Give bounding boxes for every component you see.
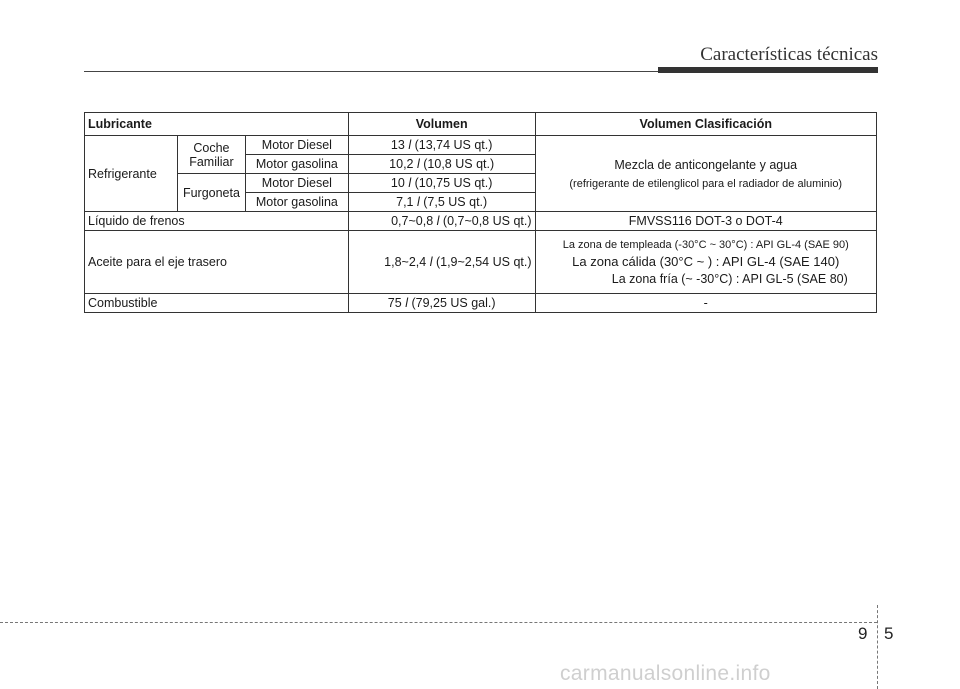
header-rule-thin bbox=[84, 71, 660, 72]
volume-cell bbox=[348, 136, 535, 155]
coolant-classification bbox=[535, 136, 876, 212]
furgoneta-label: Furgoneta bbox=[177, 174, 245, 212]
volume-cell bbox=[348, 212, 535, 231]
table-header-row bbox=[85, 113, 877, 136]
rear-axle-classification bbox=[535, 231, 876, 294]
volume-us: (10,75 US qt.) bbox=[414, 176, 493, 190]
table-row bbox=[85, 212, 877, 231]
volume-us: (0,7~0,8 US qt.) bbox=[442, 214, 532, 228]
volume-us: (79,25 US gal.) bbox=[411, 296, 496, 310]
volume-value: 0,7~0,8 bbox=[391, 214, 434, 228]
liter-unit: l bbox=[405, 296, 408, 310]
volume-cell bbox=[348, 174, 535, 193]
watermark-text: carmanualsonline.info bbox=[560, 662, 771, 685]
page-header-title: Características técnicas bbox=[700, 44, 878, 65]
table-row bbox=[85, 294, 877, 313]
header-volume: Volumen bbox=[348, 113, 535, 136]
engine-diesel: Motor Diesel bbox=[245, 136, 348, 155]
coolant-label: Refrigerante bbox=[85, 136, 178, 212]
coche-label: Coche bbox=[193, 140, 230, 155]
rear-axle-class-line1: La zona de templeada (-30°C ~ 30°C) : API GL-4 (SAE 90) bbox=[562, 238, 849, 251]
volume-us: (1,9~2,54 US qt.) bbox=[435, 255, 532, 269]
liter-unit: l bbox=[429, 255, 433, 269]
liter-unit: l bbox=[408, 176, 412, 190]
engine-gasoline: Motor gasolina bbox=[245, 193, 348, 212]
fuel-classification: - bbox=[535, 294, 876, 313]
header-classification: Volumen Clasificación bbox=[535, 113, 876, 136]
volume-value: 75 bbox=[387, 296, 402, 310]
footer-divider bbox=[877, 605, 878, 689]
engine-gasoline: Motor gasolina bbox=[245, 155, 348, 174]
volume-us: (7,5 US qt.) bbox=[423, 195, 488, 209]
volume-us: (10,8 US qt.) bbox=[423, 157, 495, 171]
header-rule-thick bbox=[658, 67, 878, 73]
engine-diesel: Motor Diesel bbox=[245, 174, 348, 193]
volume-us: (13,74 US qt.) bbox=[414, 138, 493, 152]
header-lubricant: Lubricante bbox=[85, 113, 349, 136]
rear-axle-class-line3: La zona fría (~ -30°C) : API GL-5 (SAE 80) bbox=[611, 271, 848, 286]
liter-unit: l bbox=[417, 195, 420, 209]
volume-value: 7,1 bbox=[396, 195, 414, 209]
volume-cell bbox=[348, 231, 535, 294]
table-row bbox=[85, 231, 877, 294]
rear-axle-class-line2: La zona cálida (30°C ~ ) : API GL-4 (SAE 140) bbox=[572, 253, 840, 269]
coolant-class-line1: Mezcla de anticongelante y agua bbox=[614, 157, 798, 172]
volume-value: 13 bbox=[390, 138, 405, 152]
page-number: 5 bbox=[884, 624, 894, 643]
table-row bbox=[85, 136, 877, 155]
liter-unit: l bbox=[417, 157, 420, 171]
volume-cell bbox=[348, 155, 535, 174]
page-chapter-number: 9 bbox=[858, 624, 868, 643]
coche-familiar-label bbox=[177, 136, 245, 174]
footer-rule bbox=[0, 622, 877, 623]
volume-value: 1,8~2,4 bbox=[384, 255, 427, 269]
brake-classification: FMVSS116 DOT-3 o DOT-4 bbox=[535, 212, 876, 231]
liter-unit: l bbox=[408, 138, 412, 152]
volume-value: 10 bbox=[390, 176, 405, 190]
lubricant-spec-table bbox=[84, 112, 877, 313]
coolant-class-line2: (refrigerante de etilenglicol para el radiador de aluminio) bbox=[569, 177, 843, 190]
rear-axle-label: Aceite para el eje trasero bbox=[85, 231, 349, 294]
volume-value: 10,2 bbox=[389, 157, 414, 171]
fuel-label: Combustible bbox=[85, 294, 349, 313]
brake-fluid-label: Líquido de frenos bbox=[85, 212, 349, 231]
familiar-label: Familiar bbox=[189, 154, 234, 169]
volume-cell bbox=[348, 294, 535, 313]
liter-unit: l bbox=[436, 214, 440, 228]
volume-cell bbox=[348, 193, 535, 212]
